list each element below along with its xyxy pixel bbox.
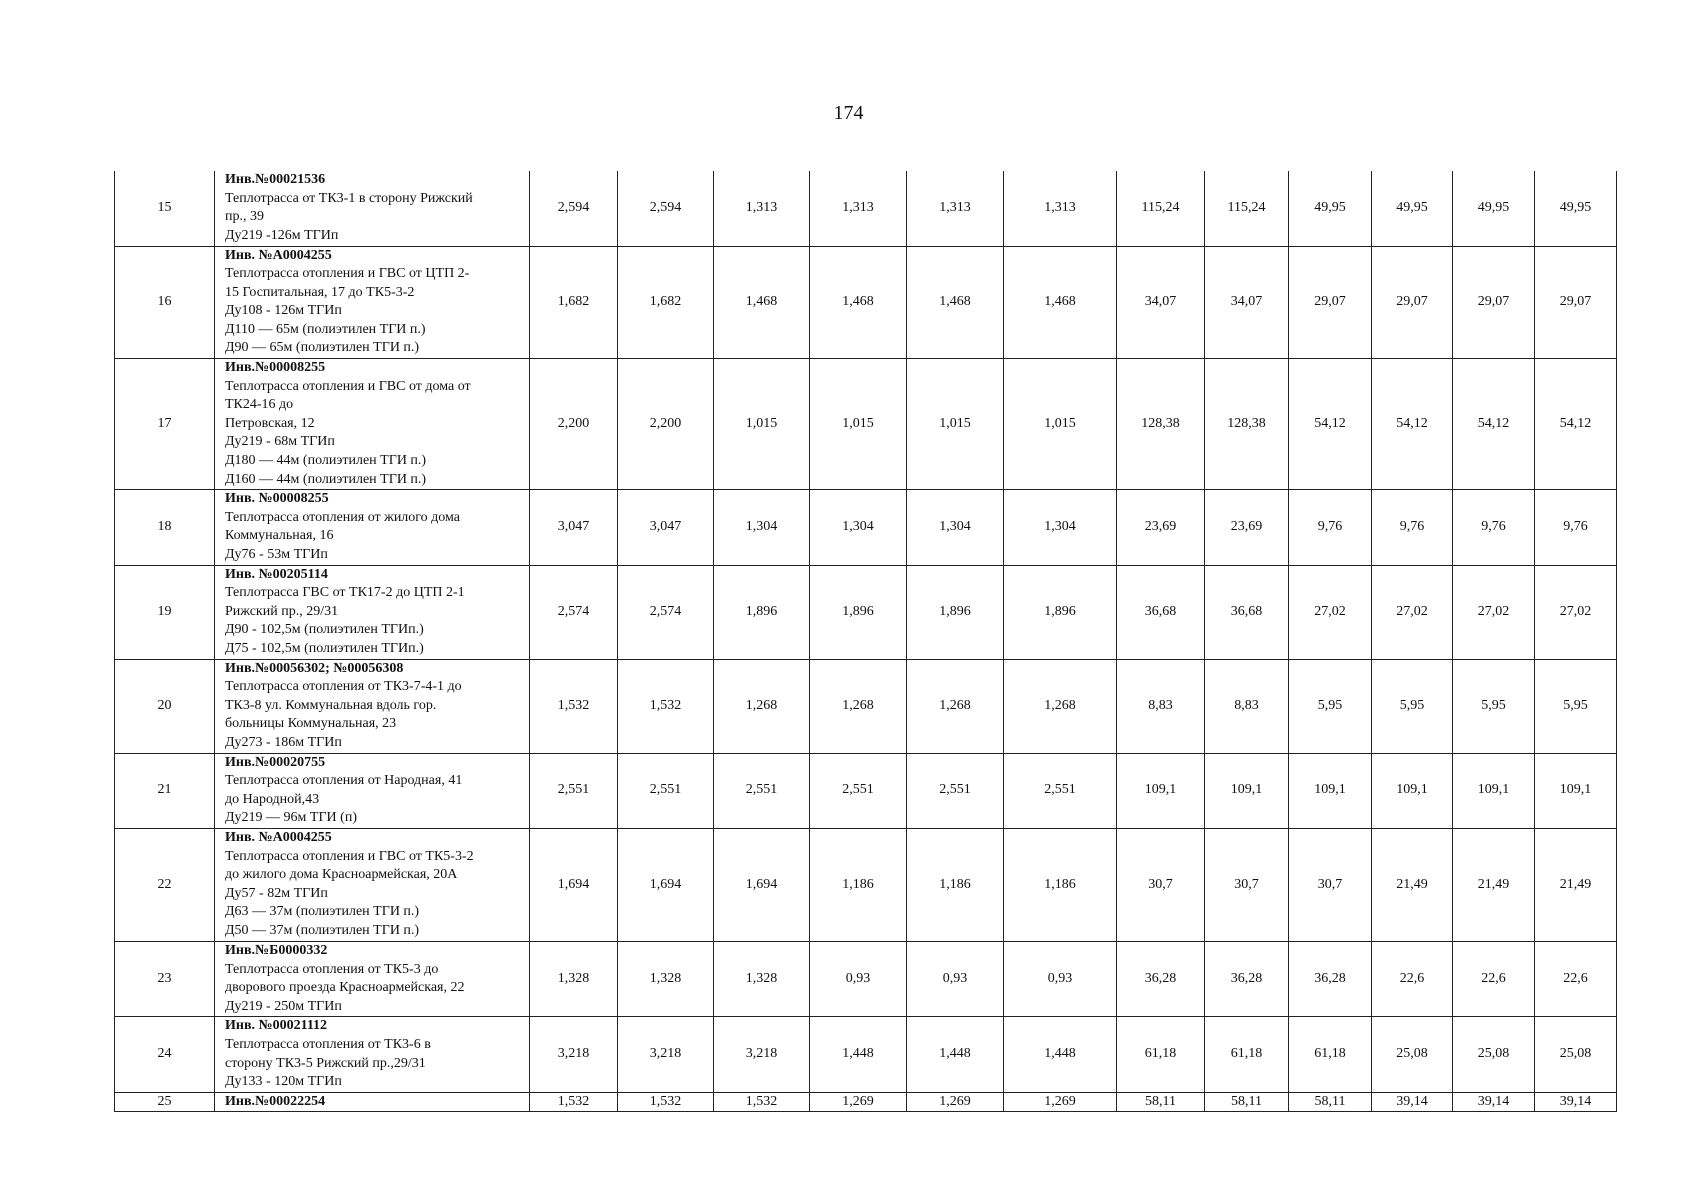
description-line: Ду76 - 53м ТГИп [225, 547, 328, 562]
table-row [115, 1017, 1617, 1092]
value-cell: 49,95 [1535, 171, 1617, 246]
row-number: 23 [115, 941, 215, 1016]
value-cell: 2,551 [530, 753, 618, 828]
table-row [115, 659, 1617, 753]
description-line: Теплотрасса отопления от ТК3-7-4-1 до [225, 679, 462, 695]
value-cell: 1,269 [810, 1092, 907, 1112]
value-cell: 1,682 [618, 246, 714, 359]
segment-description [215, 941, 530, 1016]
value-cell: 34,07 [1117, 246, 1205, 359]
value-cell: 1,682 [530, 246, 618, 359]
value-cell: 54,12 [1372, 359, 1453, 490]
value-cell: 8,83 [1117, 659, 1205, 753]
description-line: Ду219 - 250м ТГИп [225, 998, 342, 1014]
value-cell: 9,76 [1372, 490, 1453, 565]
description-line: Ду108 - 126м ТГИп [225, 303, 342, 319]
description-line: Д75 - 102,5м (полиэтилен ТГИп.) [225, 640, 424, 656]
value-cell: 58,11 [1117, 1092, 1205, 1112]
value-cell: 0,93 [810, 941, 907, 1016]
row-number: 24 [115, 1017, 215, 1092]
value-cell: 49,95 [1372, 171, 1453, 246]
value-cell: 1,694 [618, 828, 714, 941]
inventory-number: Инв.№00020755 [225, 754, 326, 770]
value-cell: 23,69 [1117, 490, 1205, 565]
value-cell: 1,304 [1004, 490, 1117, 565]
description-line: Д160 — 44м (полиэтилен ТГИ п.) [225, 471, 427, 487]
value-cell: 25,08 [1535, 1017, 1617, 1092]
value-cell: 2,551 [907, 753, 1004, 828]
value-cell: 109,1 [1205, 753, 1289, 828]
value-cell: 1,532 [530, 1092, 618, 1112]
description-line: Петровская, 12 [225, 415, 315, 431]
value-cell: 1,468 [1004, 246, 1117, 359]
inventory-number: Инв.№00056302; №00056308 [225, 660, 404, 676]
value-cell: 2,551 [618, 753, 714, 828]
segment-description [215, 246, 530, 359]
value-cell: 0,93 [1004, 941, 1117, 1016]
row-number: 21 [115, 753, 215, 828]
table-row [115, 753, 1617, 828]
row-number: 19 [115, 565, 215, 659]
value-cell: 27,02 [1453, 565, 1535, 659]
value-cell: 1,186 [1004, 828, 1117, 941]
value-cell: 1,532 [618, 659, 714, 753]
value-cell: 2,594 [530, 171, 618, 246]
value-cell: 128,38 [1117, 359, 1205, 490]
value-cell: 109,1 [1372, 753, 1453, 828]
value-cell: 39,14 [1453, 1092, 1535, 1112]
description-line: Коммунальная, 16 [225, 528, 334, 544]
row-number: 18 [115, 490, 215, 565]
value-cell: 23,69 [1205, 490, 1289, 565]
value-cell: 36,28 [1117, 941, 1205, 1016]
value-cell: 1,304 [907, 490, 1004, 565]
value-cell: 1,448 [810, 1017, 907, 1092]
description-line: Д63 — 37м (полиэтилен ТГИ п.) [225, 904, 420, 920]
value-cell: 1,268 [810, 659, 907, 753]
value-cell: 1,532 [618, 1092, 714, 1112]
description-line: до Народной,43 [225, 791, 320, 807]
value-cell: 5,95 [1535, 659, 1617, 753]
value-cell: 54,12 [1453, 359, 1535, 490]
value-cell: 2,551 [714, 753, 810, 828]
description-line: Теплотрасса ГВС от ТК17-2 до ЦТП 2-1 [225, 585, 465, 601]
value-cell: 3,047 [530, 490, 618, 565]
description-line: Д110 — 65м (полиэтилен ТГИ п.) [225, 321, 426, 337]
description-line: Теплотрасса отопления от ТК5-3 до [225, 961, 439, 977]
segment-description [215, 753, 530, 828]
table-row [115, 941, 1617, 1016]
description-line: до жилого дома Красноармейская, 20А [225, 867, 458, 883]
row-number: 17 [115, 359, 215, 490]
value-cell: 2,551 [810, 753, 907, 828]
row-number: 15 [115, 171, 215, 246]
value-cell: 1,532 [714, 1092, 810, 1112]
value-cell: 2,574 [618, 565, 714, 659]
segment-description [215, 565, 530, 659]
value-cell: 29,07 [1453, 246, 1535, 359]
value-cell: 2,200 [530, 359, 618, 490]
inventory-number: Инв. №00021112 [225, 1018, 328, 1034]
description-line: ТК24-16 до [225, 397, 294, 413]
value-cell: 1,328 [618, 941, 714, 1016]
value-cell: 109,1 [1535, 753, 1617, 828]
value-cell: 109,1 [1453, 753, 1535, 828]
value-cell: 1,015 [1004, 359, 1117, 490]
description-line: больницы Коммунальная, 23 [225, 716, 397, 732]
description-line: Д90 - 102,5м (полиэтилен ТГИп.) [225, 622, 424, 638]
value-cell: 22,6 [1535, 941, 1617, 1016]
row-number: 25 [115, 1092, 215, 1112]
value-cell: 1,448 [1004, 1017, 1117, 1092]
description-line: Теплотрасса отопления и ГВС от ТК5-3-2 [225, 848, 474, 864]
value-cell: 1,328 [714, 941, 810, 1016]
segment-description [215, 490, 530, 565]
value-cell: 1,468 [907, 246, 1004, 359]
value-cell: 1,313 [907, 171, 1004, 246]
value-cell: 21,49 [1535, 828, 1617, 941]
value-cell: 29,07 [1289, 246, 1372, 359]
value-cell: 115,24 [1117, 171, 1205, 246]
value-cell: 1,313 [1004, 171, 1117, 246]
description-line: Ду273 - 186м ТГИп [225, 734, 342, 750]
description-line: Ду219 — 96м ТГИ (п) [225, 810, 357, 826]
value-cell: 3,047 [618, 490, 714, 565]
segment-description [215, 659, 530, 753]
value-cell: 61,18 [1205, 1017, 1289, 1092]
value-cell: 61,18 [1289, 1017, 1372, 1092]
table-row [115, 565, 1617, 659]
value-cell: 1,304 [714, 490, 810, 565]
description-line: пр., 39 [225, 209, 264, 225]
value-cell: 61,18 [1117, 1017, 1205, 1092]
description-line: Рижский пр., 29/31 [225, 603, 339, 619]
value-cell: 128,38 [1205, 359, 1289, 490]
value-cell: 1,896 [907, 565, 1004, 659]
description-line: Д90 — 65м (полиэтилен ТГИ п.) [225, 340, 420, 356]
value-cell: 30,7 [1117, 828, 1205, 941]
segment-description [215, 828, 530, 941]
value-cell: 54,12 [1289, 359, 1372, 490]
description-line: Теплотрасса от ТК3-1 в сторону Рижский [225, 190, 473, 206]
inventory-number: Инв. №00205114 [225, 566, 328, 582]
value-cell: 1,694 [714, 828, 810, 941]
description-line: Теплотрасса отопления от жилого дома [225, 509, 461, 525]
value-cell: 109,1 [1289, 753, 1372, 828]
description-line: Ду219 -126м ТГИп [225, 227, 339, 243]
value-cell: 3,218 [530, 1017, 618, 1092]
table-row [115, 359, 1617, 490]
value-cell: 1,468 [810, 246, 907, 359]
description-line: 15 Госпитальная, 17 до ТК5-3-2 [225, 284, 415, 300]
page-number: 174 [833, 102, 864, 124]
value-cell: 1,448 [907, 1017, 1004, 1092]
value-cell: 1,328 [530, 941, 618, 1016]
value-cell: 1,896 [1004, 565, 1117, 659]
segment-description [215, 1092, 530, 1112]
description-line: Д180 — 44м (полиэтилен ТГИ п.) [225, 453, 427, 469]
description-line: Ду57 - 82м ТГИп [225, 885, 328, 901]
value-cell: 2,574 [530, 565, 618, 659]
value-cell: 9,76 [1453, 490, 1535, 565]
value-cell: 1,532 [530, 659, 618, 753]
value-cell: 30,7 [1289, 828, 1372, 941]
table-row [115, 171, 1617, 246]
row-number: 16 [115, 246, 215, 359]
value-cell: 39,14 [1372, 1092, 1453, 1112]
value-cell: 1,896 [810, 565, 907, 659]
value-cell: 27,02 [1372, 565, 1453, 659]
value-cell: 1,269 [907, 1092, 1004, 1112]
value-cell: 1,268 [714, 659, 810, 753]
value-cell: 54,12 [1535, 359, 1617, 490]
value-cell: 1,015 [810, 359, 907, 490]
value-cell: 5,95 [1289, 659, 1372, 753]
value-cell: 1,268 [907, 659, 1004, 753]
value-cell: 1,694 [530, 828, 618, 941]
value-cell: 27,02 [1289, 565, 1372, 659]
value-cell: 8,83 [1205, 659, 1289, 753]
value-cell: 1,269 [1004, 1092, 1117, 1112]
inventory-number: Инв.№Б0000332 [225, 942, 328, 958]
value-cell: 5,95 [1372, 659, 1453, 753]
value-cell: 58,11 [1289, 1092, 1372, 1112]
value-cell: 49,95 [1453, 171, 1535, 246]
value-cell: 1,313 [714, 171, 810, 246]
value-cell: 5,95 [1453, 659, 1535, 753]
row-number: 20 [115, 659, 215, 753]
value-cell: 3,218 [618, 1017, 714, 1092]
value-cell: 29,07 [1535, 246, 1617, 359]
value-cell: 2,200 [618, 359, 714, 490]
value-cell: 25,08 [1453, 1017, 1535, 1092]
value-cell: 1,313 [810, 171, 907, 246]
value-cell: 39,14 [1535, 1092, 1617, 1112]
value-cell: 29,07 [1372, 246, 1453, 359]
description-line: Теплотрасса отопления и ГВС от дома от [225, 378, 471, 394]
value-cell: 21,49 [1453, 828, 1535, 941]
description-line: Теплотрасса отопления от ТК3-6 в [225, 1036, 431, 1052]
value-cell: 1,468 [714, 246, 810, 359]
value-cell: 0,93 [907, 941, 1004, 1016]
table-row [115, 828, 1617, 941]
table-row [115, 1092, 1617, 1112]
description-line: Д50 — 37м (полиэтилен ТГИ п.) [225, 922, 420, 938]
table-row [115, 246, 1617, 359]
value-cell: 115,24 [1205, 171, 1289, 246]
value-cell: 109,1 [1117, 753, 1205, 828]
value-cell: 34,07 [1205, 246, 1289, 359]
table-row [115, 490, 1617, 565]
row-number: 22 [115, 828, 215, 941]
value-cell: 2,594 [618, 171, 714, 246]
description-line: Теплотрасса отопления от Народная, 41 [225, 773, 463, 789]
heat-network-table [114, 171, 1617, 1112]
inventory-number: Инв.№00022254 [225, 1093, 326, 1109]
value-cell: 1,186 [907, 828, 1004, 941]
value-cell: 36,28 [1289, 941, 1372, 1016]
value-cell: 58,11 [1205, 1092, 1289, 1112]
segment-description [215, 171, 530, 246]
value-cell: 1,015 [907, 359, 1004, 490]
description-line: дворового проезда Красноармейская, 22 [225, 980, 465, 996]
value-cell: 30,7 [1205, 828, 1289, 941]
value-cell: 22,6 [1453, 941, 1535, 1016]
value-cell: 1,896 [714, 565, 810, 659]
value-cell: 1,304 [810, 490, 907, 565]
value-cell: 9,76 [1289, 490, 1372, 565]
inventory-number: Инв. №А0004255 [225, 247, 332, 263]
description-line: Ду219 - 68м ТГИп [225, 434, 335, 450]
inventory-number: Инв.№00021536 [225, 172, 326, 187]
value-cell: 25,08 [1372, 1017, 1453, 1092]
value-cell: 3,218 [714, 1017, 810, 1092]
value-cell: 9,76 [1535, 490, 1617, 565]
inventory-number: Инв.№00008255 [225, 360, 326, 376]
inventory-number: Инв. №00008255 [225, 491, 329, 507]
description-line: сторону ТК3-5 Рижский пр.,29/31 [225, 1055, 426, 1071]
segment-description [215, 359, 530, 490]
value-cell: 21,49 [1372, 828, 1453, 941]
value-cell: 36,28 [1205, 941, 1289, 1016]
description-line: Теплотрасса отопления и ГВС от ЦТП 2- [225, 266, 470, 282]
value-cell: 36,68 [1117, 565, 1205, 659]
value-cell: 1,268 [1004, 659, 1117, 753]
description-line: ТК3-8 ул. Коммунальная вдоль гор. [225, 697, 437, 713]
value-cell: 1,015 [714, 359, 810, 490]
description-line: Ду133 - 120м ТГИп [225, 1074, 342, 1090]
value-cell: 1,186 [810, 828, 907, 941]
segment-description [215, 1017, 530, 1092]
value-cell: 49,95 [1289, 171, 1372, 246]
value-cell: 27,02 [1535, 565, 1617, 659]
value-cell: 22,6 [1372, 941, 1453, 1016]
value-cell: 36,68 [1205, 565, 1289, 659]
inventory-number: Инв. №А0004255 [225, 829, 332, 845]
value-cell: 2,551 [1004, 753, 1117, 828]
